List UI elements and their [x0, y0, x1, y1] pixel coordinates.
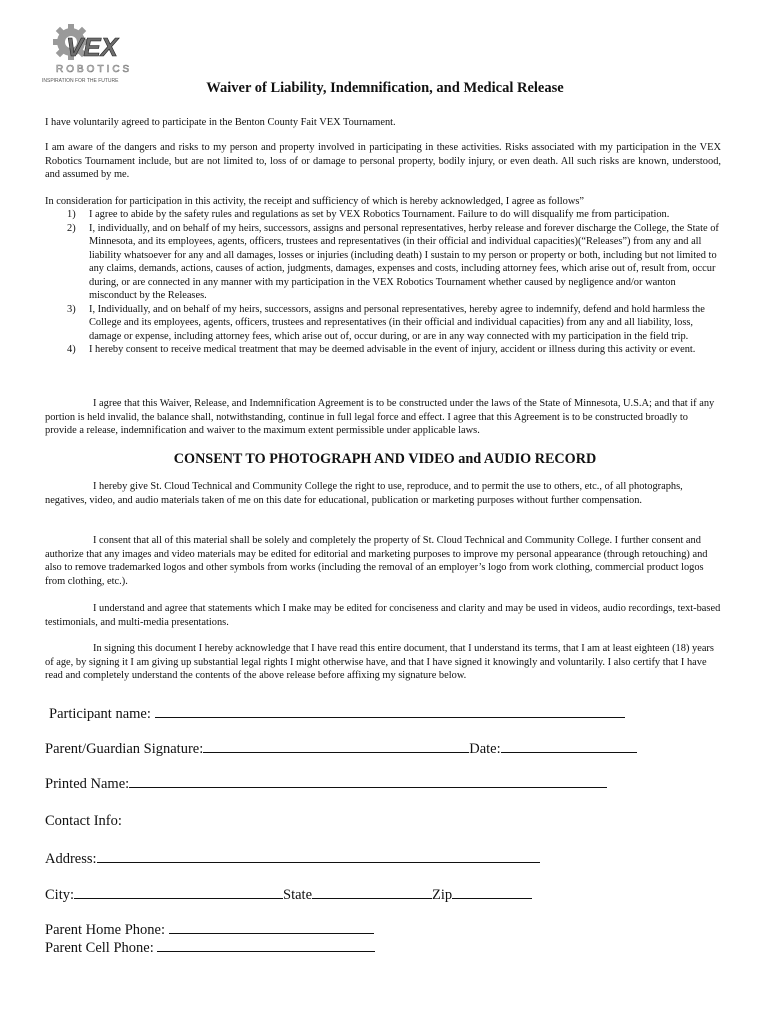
consent-paragraph-2: I consent that all of this material shall be solely and completely the property of St. Cloud Technical and Community College. I further consent and authorize that any images and video materials may be edited for editorial and marketing purposes to improve my personal appearance (through retouching) and also to remove trademarked logos and other symbols from works (including the removal of an employer’s logo from work clothing, commercial product logos from clothing, etc.). [45, 535, 708, 587]
address-field[interactable] [97, 848, 540, 863]
participant-name-row [49, 703, 625, 723]
agreement-list [45, 208, 721, 357]
consent-paragraph-1: I hereby give St. Cloud Technical and Community College the right to use, reproduce, and to permit the use to others, etc., of all photographs, negatives, video, and audio materials taken of me on this date for educational, publication or marketing purposes without further compensation. [45, 481, 683, 506]
home-phone-label: Parent Home Phone: [45, 922, 166, 938]
consent-paragraph-4: In signing this document I hereby acknowledge that I have read this entire document, that I understand its terms, that I am at least eighteen (18) years of age, by signing it I am giving up substantial legal rights I might otherwise have, and that I have signed it knowingly and voluntarily. I also certify that I have read and completely understand the contents of the above release before affixing my signature below. [45, 643, 714, 681]
logo-brand: VEX [66, 32, 119, 62]
risks-paragraph: I am aware of the dangers and risks to my person and property involved in participating in these activities. Risks associated with my participation in the VEX Robotics Tournament include, but are not limited to, loss of or damage to personal property, bodily injury, or even death. All such risks are known, understood, and assumed by me. [45, 142, 721, 180]
address-row [45, 848, 540, 868]
item-text: I, individually, and on behalf of my heirs, successors, assigns and personal representatives, herby release and forever discharge the College, the State of Minnesota, and its employees, agents, officers, trustees and representatives (in their official and individual capacities)(“Releases”) from any and all liability whatsoever for any and all damages, losses or injuries (including death) I sustain to my person or property or both, including but not limited to any claims, demands, actions, causes of action, judgments, damages, expenses and costs, including attorney fees, which arise out of, result from, occur during, or are connected in any manner with my participation in the VEX Robotics Tournament whether caused by negligence and/or wanton misconduct by the Releases. [89, 222, 719, 301]
intro-paragraph: I have voluntarily agreed to participate in the Benton County Fait VEX Tournament. [45, 117, 396, 128]
zip-label: Zip [432, 887, 453, 903]
printed-name-row [45, 773, 607, 793]
list-item [45, 343, 721, 357]
participant-name-field[interactable] [155, 703, 625, 718]
item-text: I hereby consent to receive medical treatment that may be deemed advisable in the event of injury, accident or illness during this activity or event. [89, 344, 696, 355]
item-text: I agree to abide by the safety rules and regulations as set by VEX Robotics Tournament. Failure to do will disqualify me from participation. [89, 209, 670, 220]
item-number: 3) [67, 303, 76, 315]
item-number: 1) [67, 209, 76, 220]
city-field[interactable] [74, 884, 283, 899]
date-label: Date: [469, 741, 501, 757]
printed-name-field[interactable] [129, 773, 607, 788]
cell-phone-field[interactable] [157, 937, 375, 952]
guardian-signature-row [45, 738, 637, 758]
city-state-zip-row [45, 884, 532, 904]
logo-sub: ROBOTICS [56, 64, 133, 75]
date-field[interactable] [501, 738, 637, 753]
consent-paragraph-3: I understand and agree that statements which I make may be edited for conciseness and clarity and may be used in videos, audio recordings, text-based testimonials, and multi-media presentations. [45, 603, 721, 628]
cell-phone-label: Parent Cell Phone: [45, 940, 154, 956]
logo-tagline: INSPIRATION FOR THE FUTURE [42, 78, 119, 84]
item-number: 2) [67, 222, 76, 234]
cell-phone-row [45, 937, 375, 957]
contact-info-label: Contact Info: [45, 813, 122, 829]
home-phone-field[interactable] [169, 919, 374, 934]
city-label: City: [45, 887, 75, 903]
participant-name-label: Participant name: [49, 706, 151, 722]
item-text: I, Individually, and on behalf of my heirs, successors, assigns and personal representatives, hereby agree to indemnify, defend and hold harmless the College and its employees, agents, officers, trustees and representatives (in their official and individual capacities) from any and all liability, loss, damage or expense, including attorney fees, which arise out of, occur during, or are in any way connected with my participation in the field trip. [89, 303, 705, 342]
vex-robotics-logo [38, 20, 144, 86]
printed-name-label: Printed Name: [45, 776, 130, 792]
consent-heading: CONSENT TO PHOTOGRAPH AND VIDEO and AUDIO RECORD [173, 451, 597, 467]
guardian-signature-label: Parent/Guardian Signature: [45, 741, 204, 757]
list-item [45, 208, 721, 222]
document-title: Waiver of Liability, Indemnification, and Medical Release [206, 80, 564, 96]
zip-field[interactable] [452, 884, 532, 899]
guardian-signature-field[interactable] [203, 738, 469, 753]
home-phone-row [45, 919, 374, 939]
address-label: Address: [45, 851, 97, 867]
item-number: 4) [67, 344, 76, 355]
consideration-paragraph: In consideration for participation in this activity, the receipt and sufficiency of which is hereby acknowledged, I agree as follows” [45, 196, 584, 207]
governing-law-paragraph: I agree that this Waiver, Release, and Indemnification Agreement is to be constructed under the laws of the State of Minnesota, U.S.A; and that if any portion is held invalid, the balance shall, notwithstanding, continue in full legal force and effect. I agree that this Agreement is to be constructed broadly to provide a release, indemnification and waiver to the maximum extent permissible under applicable laws. [45, 398, 715, 436]
list-item [45, 303, 721, 344]
state-label: State [283, 887, 313, 903]
state-field[interactable] [312, 884, 432, 899]
list-item [45, 222, 721, 303]
